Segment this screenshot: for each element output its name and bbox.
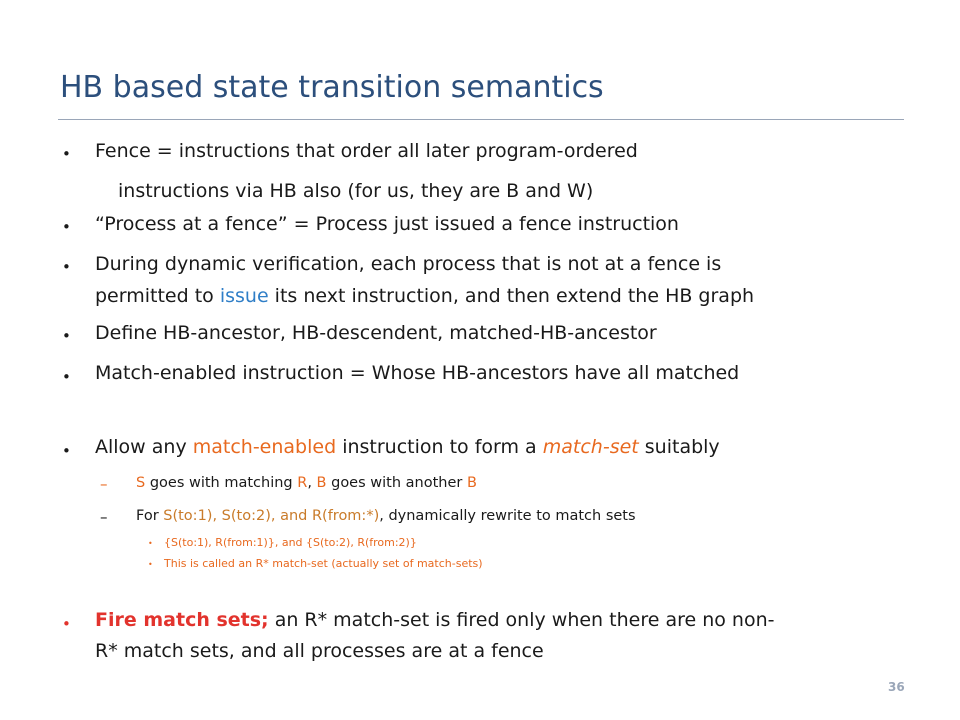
bullet-allow-match-set [95, 436, 720, 458]
bullet-dot: • [62, 442, 71, 460]
bullet-dynamic-verification-line2 [95, 285, 754, 307]
match-enabled-highlight: match-enabled [192, 436, 337, 458]
text-segment: For [136, 508, 164, 524]
sub-dash: – [100, 508, 108, 526]
s-highlight: S [136, 475, 146, 491]
bullet-dot: • [62, 218, 71, 236]
bullet-dot: • [62, 327, 71, 345]
text-segment: an R* match-set is fired only when there are no non- [268, 609, 775, 631]
bullet-dot: • [62, 368, 71, 386]
slide-title: HB based state transition semantics [60, 70, 604, 105]
bullet-fire-match-sets-line1 [95, 609, 774, 631]
bullet-hb-definitions: Define HB-ancestor, HB-descendent, matched-HB-ancestor [95, 322, 657, 344]
text-segment: goes with another [326, 475, 467, 491]
subsub-r-star: This is called an R* match-set (actually set of match-sets) [164, 557, 483, 570]
bullet-dot: • [62, 145, 71, 163]
bullet-dynamic-verification-line1: During dynamic verification, each process that is not at a fence is [95, 253, 722, 275]
sub-bullet-rewrite [136, 508, 636, 524]
sub-bullet-s-goes-with-r [136, 475, 477, 491]
b-highlight: B [316, 475, 327, 491]
text-segment: goes with matching [145, 475, 298, 491]
text-segment: Allow any [95, 436, 193, 458]
bullet-fence-line2: instructions via HB also (for us, they are B and W) [118, 180, 594, 202]
subsub-dot: • [148, 560, 153, 569]
bullet-match-enabled: Match-enabled instruction = Whose HB-ancestors have all matched [95, 362, 740, 384]
text-segment: instruction to form a [336, 436, 543, 458]
text-segment: , [307, 475, 317, 491]
text-segment: permitted to [95, 285, 220, 307]
code-highlight: S(to:1), S(to:2), and R(from:*) [163, 508, 380, 524]
text-segment: its next instruction, and then extend the HB graph [268, 285, 755, 307]
issue-highlight: issue [219, 285, 269, 307]
bullet-fire-match-sets-line2: R* match sets, and all processes are at a fence [95, 640, 544, 662]
match-set-highlight: match-set [542, 436, 639, 458]
bullet-dot: • [62, 615, 71, 633]
text-segment: suitably [638, 436, 720, 458]
page-number: 36 [888, 680, 905, 694]
subsub-match-sets: {S(to:1), R(from:1)}, and {S(to:2), R(from:2)} [164, 536, 417, 549]
text-segment: , dynamically rewrite to match sets [379, 508, 636, 524]
bullet-dot: • [62, 258, 71, 276]
bullet-process-at-fence: “Process at a fence” = Process just issued a fence instruction [95, 213, 679, 235]
title-divider [58, 119, 904, 120]
fire-highlight: Fire match sets; [95, 609, 269, 631]
bullet-fence-line1: Fence = instructions that order all later program-ordered [95, 140, 638, 162]
subsub-dot: • [148, 539, 153, 548]
b-highlight: B [466, 475, 477, 491]
r-highlight: R [297, 475, 308, 491]
sub-dash: – [100, 475, 108, 493]
